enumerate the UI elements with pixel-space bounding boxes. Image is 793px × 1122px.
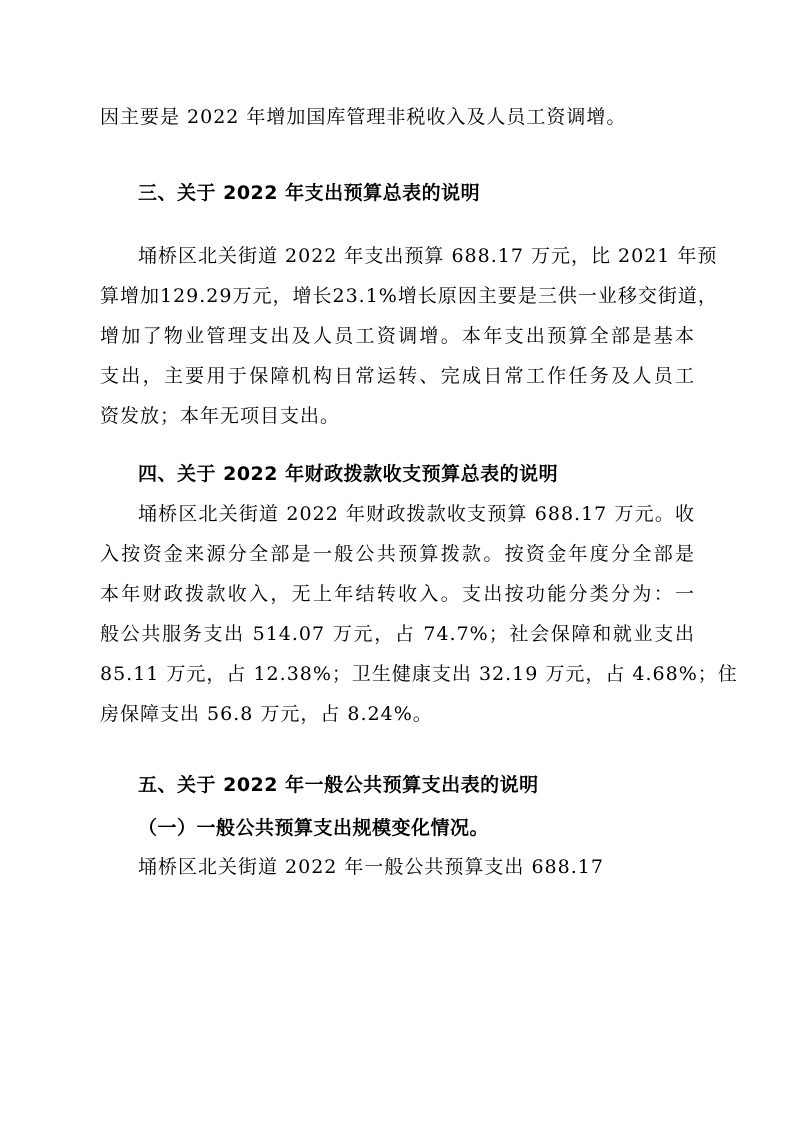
paragraph-line: 因主要是 2022 年增加国库管理非税收入及人员工资调增。 <box>100 106 627 128</box>
paragraph-line: 房保障支出 56.8 万元，占 8.24%。 <box>100 703 433 725</box>
paragraph-line: 埇桥区北关街道 2022 年财政拨款收支预算 688.17 万元。收 <box>138 503 695 525</box>
paragraph-line: 本年财政拨款收入，无上年结转收入。支出按功能分类分为：一 <box>100 583 695 605</box>
section-heading-5: 五、关于 2022 年一般公共预算支出表的说明 <box>138 774 539 796</box>
paragraph-line: 增加了物业管理支出及人员工资调增。本年支出预算全部是基本 <box>100 325 695 347</box>
section-heading-3: 三、关于 2022 年支出预算总表的说明 <box>138 182 481 204</box>
subsection-heading-5-1: （一）一般公共预算支出规模变化情况。 <box>138 817 490 839</box>
paragraph-line: 85.11 万元，占 12.38%；卫生健康支出 32.19 万元，占 4.68%；住 <box>100 663 738 685</box>
paragraph-line: 资发放；本年无项目支出。 <box>100 405 341 427</box>
paragraph-line: 埇桥区北关街道 2022 年支出预算 688.17 万元，比 2021 年预 <box>138 245 718 267</box>
section-heading-4: 四、关于 2022 年财政拨款收支预算总表的说明 <box>138 463 559 485</box>
paragraph-line: 算增加129.29万元，增长23.1%增长原因主要是三供一业移交街道， <box>100 285 718 307</box>
paragraph-line: 入按资金来源分全部是一般公共预算拨款。按资金年度分全部是 <box>100 543 695 565</box>
paragraph-line: 般公共服务支出 514.07 万元，占 74.7%；社会保障和就业支出 <box>100 623 695 645</box>
paragraph-line: 支出，主要用于保障机构日常运转、完成日常工作任务及人员工 <box>100 365 695 387</box>
paragraph-line: 埇桥区北关街道 2022 年一般公共预算支出 688.17 <box>138 856 604 878</box>
